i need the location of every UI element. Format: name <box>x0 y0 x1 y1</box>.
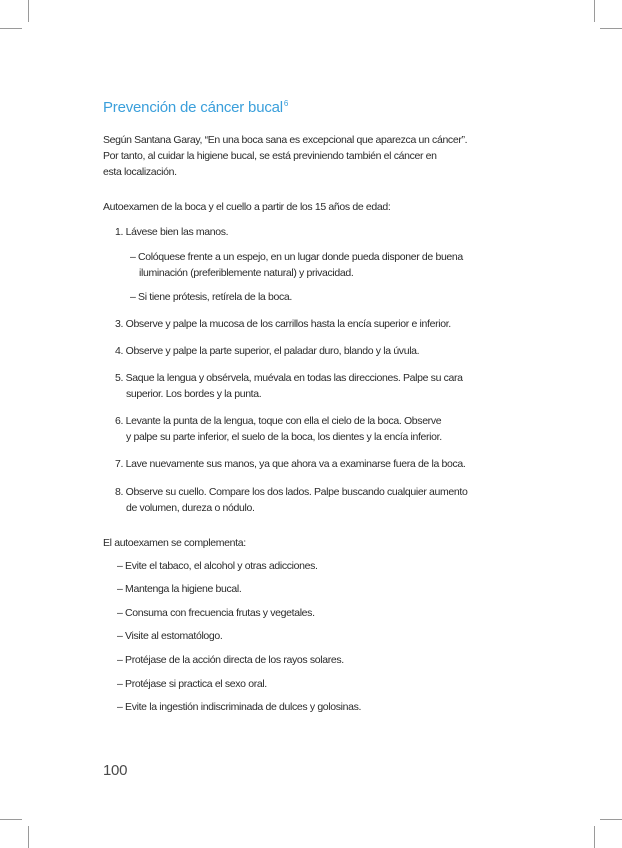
step-4-text: 4. Observe y palpe la parte superior, el paladar duro, blando y la úvula. <box>115 345 420 357</box>
step-1 <box>115 224 228 240</box>
crop-mark-top-left-vertical <box>28 0 29 22</box>
page-title <box>103 99 288 116</box>
subitem-line: iluminación (preferiblemente natural) y privacidad. <box>139 267 354 279</box>
crop-mark-top-right-horizontal <box>600 28 622 29</box>
list-item: – Evite el tabaco, el alcohol y otras adicciones. <box>117 560 318 572</box>
crop-mark-top-right-vertical <box>594 0 595 22</box>
subitem-line: – Si tiene prótesis, retírela de la boca. <box>130 291 292 303</box>
step-3 <box>115 316 451 332</box>
step-7 <box>115 456 465 472</box>
complement-heading: El autoexamen se complementa: <box>103 537 246 549</box>
crop-mark-bottom-right-horizontal <box>600 819 622 820</box>
list-item: – Mantenga la higiene bucal. <box>117 583 242 595</box>
list-item: – Visite al estomatólogo. <box>117 630 223 642</box>
step-6 <box>115 413 442 445</box>
step-5 <box>115 370 463 402</box>
title-footnote-ref: 6 <box>283 99 289 108</box>
crop-mark-bottom-left-horizontal <box>0 819 22 820</box>
step-5-line: superior. Los bordes y la punta. <box>126 388 262 400</box>
step-1-text: 1. Lávese bien las manos. <box>115 226 229 238</box>
step-6-line: y palpe su parte inferior, el suelo de la boca, los dientes y la encía inferior. <box>126 431 442 443</box>
intro-line: esta localización. <box>103 166 177 178</box>
list-item: – Protéjase de la acción directa de los rayos solares. <box>117 654 344 666</box>
crop-mark-bottom-right-vertical <box>594 826 595 848</box>
subitem-line: – Colóquese frente a un espejo, en un lugar donde pueda disponer de buena <box>130 251 463 263</box>
step-4 <box>115 343 419 359</box>
document-page <box>103 0 521 848</box>
page-title-text: Prevención de cáncer bucal <box>103 99 283 116</box>
list-item: – Evite la ingestión indiscriminada de dulces y golosinas. <box>117 701 362 713</box>
intro-line: Según Santana Garay, “En una boca sana es excepcional que aparezca un cáncer”. <box>103 134 468 146</box>
step-1-subitem-prosthesis <box>130 289 292 305</box>
step-7-text: 7. Lave nuevamente sus manos, ya que ahora va a examinarse fuera de la boca. <box>115 458 466 470</box>
intro-paragraph <box>103 132 467 180</box>
self-exam-heading: Autoexamen de la boca y el cuello a partir de los 15 años de edad: <box>103 201 391 213</box>
step-3-text: 3. Observe y palpe la mucosa de los carrillos hasta la encía superior e inferior. <box>115 318 451 330</box>
step-8-line: 8. Observe su cuello. Compare los dos lados. Palpe buscando cualquier aumento <box>115 486 468 498</box>
step-6-line: 6. Levante la punta de la lengua, toque con ella el cielo de la boca. Observe <box>115 415 442 427</box>
list-item: – Consuma con frecuencia frutas y vegetales. <box>117 607 315 619</box>
step-5-line: 5. Saque la lengua y obsérvela, muévala en todas las direcciones. Palpe su cara <box>115 372 463 384</box>
crop-mark-bottom-left-vertical <box>28 826 29 848</box>
step-8 <box>115 484 467 516</box>
intro-line: Por tanto, al cuidar la higiene bucal, se está previniendo también el cáncer en <box>103 150 437 162</box>
crop-mark-top-left-horizontal <box>0 28 22 29</box>
page-number: 100 <box>103 762 128 779</box>
list-item: – Protéjase si practica el sexo oral. <box>117 678 267 690</box>
step-8-line: de volumen, dureza o nódulo. <box>126 502 255 514</box>
step-1-subitem-mirror <box>130 249 463 281</box>
